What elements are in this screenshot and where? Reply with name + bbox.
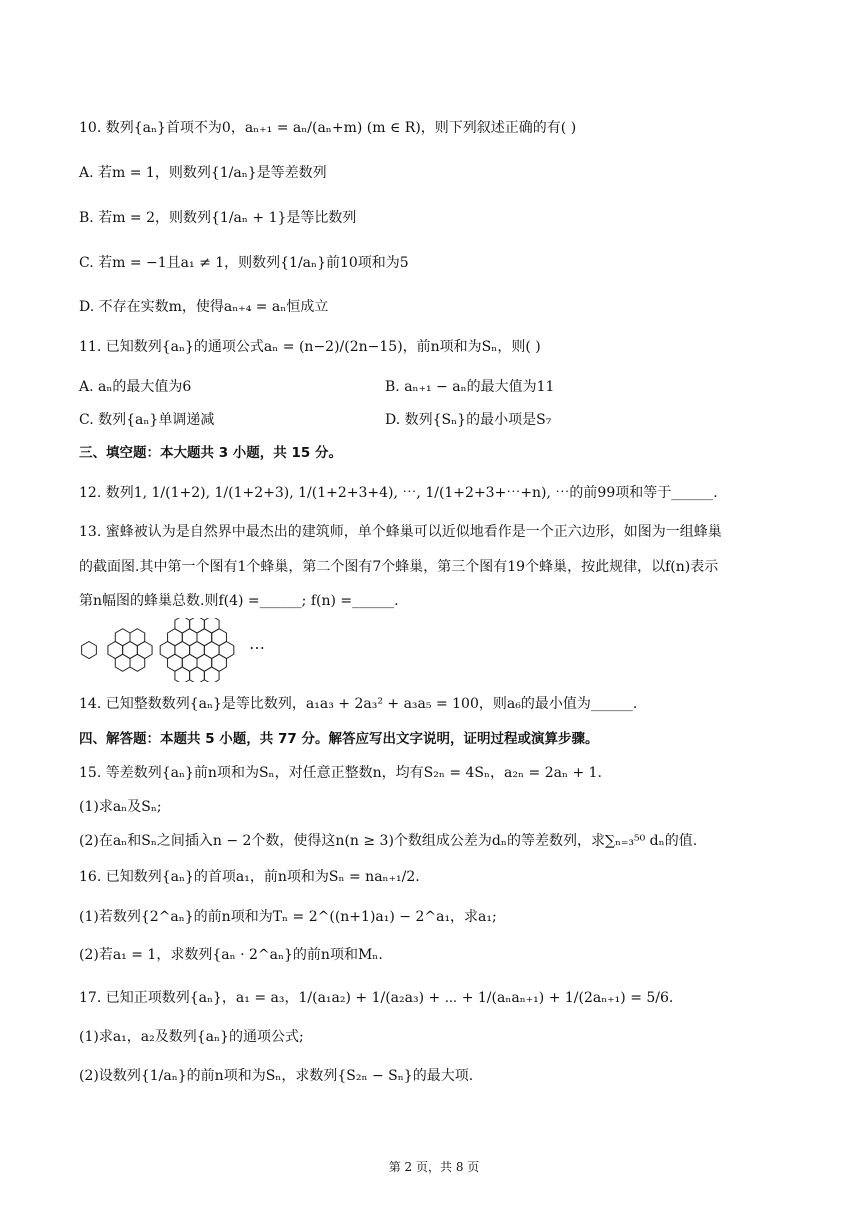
honeycomb-cell [175, 618, 190, 633]
honeycomb-cell [190, 618, 205, 633]
honeycomb-cell [204, 618, 219, 633]
honeycomb-cell [190, 667, 205, 682]
question-16: 16. 已知数列{aₙ}的首项a₁，前n项和为Sₙ = naₙ₊₁/2. [79, 869, 420, 885]
question-10-option-c: C. 若m = −1且a₁ ≠ 1，则数列{1/aₙ}前10项和为5 [79, 255, 409, 271]
honeycomb-cell [204, 667, 219, 682]
honeycomb-cell [175, 667, 190, 682]
question-13-line-2: 的截面图.其中第一个图有1个蜂巢，第二个图有7个蜂巢，第三个图有19个蜂巢，按此规律，以f(n)表示 [79, 559, 719, 575]
question-10-option-d: D. 不存在实数m，使得aₙ₊₄ = aₙ恒成立 [79, 299, 329, 315]
question-16-part-1: (1)若数列{2^aₙ}的前n项和为Tₙ = 2^((n+1)a₁) − 2^a₁，求a₁; [79, 909, 497, 925]
question-17-part-1: (1)求a₁，a₂及数列{aₙ}的通项公式; [79, 1029, 304, 1045]
honeycomb-figure [79, 618, 279, 682]
question-11-option-c: C. 数列{aₙ}单调递减 [79, 412, 215, 428]
question-10: 10. 数列{aₙ}首项不为0，aₙ₊₁ = aₙ/(aₙ+m) (m ∈ R)，则下列叙述正确的有( ) [79, 120, 577, 136]
question-17-part-2: (2)设数列{1/aₙ}的前n项和为Sₙ，求数列{S₂ₙ − Sₙ}的最大项. [79, 1068, 474, 1084]
section-4-heading: 四、解答题：本题共 5 小题，共 77 分。解答应写出文字说明，证明过程或演算步骤。 [79, 731, 599, 747]
honeycomb-cell [82, 642, 97, 659]
page-footer: 第 2 页，共 8 页 [388, 1160, 480, 1174]
question-14: 14. 已知整数数列{aₙ}是等比数列，a₁a₃ + 2a₃² + a₃a₅ = 100，则a₆的最小值为______. [79, 696, 638, 712]
honeycomb-cell [219, 642, 234, 659]
honeycomb-cell [137, 642, 152, 659]
question-10-option-a: A. 若m = 1，则数列{1/aₙ}是等差数列 [79, 165, 327, 181]
question-15: 15. 等差数列{aₙ}前n项和为Sₙ，对任意正整数n，均有S₂ₙ = 4Sₙ，a₂ₙ = 2aₙ + 1. [79, 765, 603, 781]
figure-ellipsis: ⋯ [249, 638, 265, 657]
question-13-line-3: 第n幅图的蜂巢总数.则f(4) =______; f(n) =______. [79, 593, 399, 609]
question-11-option-b: B. aₙ₊₁ − aₙ的最大值为11 [385, 379, 555, 395]
question-16-part-2: (2)若a₁ = 1，求数列{aₙ · 2^aₙ}的前n项和Mₙ. [79, 947, 383, 963]
honeycomb-svg [79, 618, 279, 682]
question-11: 11. 已知数列{aₙ}的通项公式aₙ = (n−2)/(2n−15)，前n项和为Sₙ，则( ) [79, 339, 541, 355]
section-3-heading: 三、填空题：本大题共 3 小题，共 15 分。 [79, 445, 342, 461]
question-10-option-b: B. 若m = 2，则数列{1/aₙ + 1}是等比数列 [79, 210, 357, 226]
question-15-part-1: (1)求aₙ及Sₙ; [79, 799, 162, 815]
question-17: 17. 已知正项数列{aₙ}，a₁ = a₃，1/(a₁a₂) + 1/(a₂a₃) + ⋯ + 1/(aₙaₙ₊₁) + 1/(2aₙ₊₁) = 5/6. [79, 990, 674, 1006]
question-12: 12. 数列1, 1/(1+2), 1/(1+2+3), 1/(1+2+3+4), ⋯, 1/(1+2+3+⋯+n), ⋯的前99项和等于______. [79, 485, 718, 501]
question-11-option-a: A. aₙ的最大值为6 [79, 379, 192, 395]
question-11-option-d: D. 数列{Sₙ}的最小项是S₇ [385, 412, 552, 428]
question-13-line-1: 13. 蜜蜂被认为是自然界中最杰出的建筑师，单个蜂巢可以近似地看作是一个正六边形，如图为一组蜂巢 [79, 524, 722, 540]
question-15-part-2: (2)在aₙ和Sₙ之间插入n − 2个数，使得这n(n ≥ 3)个数组成公差为dₙ的等差数列，求∑ₙ₌₃⁵⁰ dₙ的值. [79, 833, 698, 849]
